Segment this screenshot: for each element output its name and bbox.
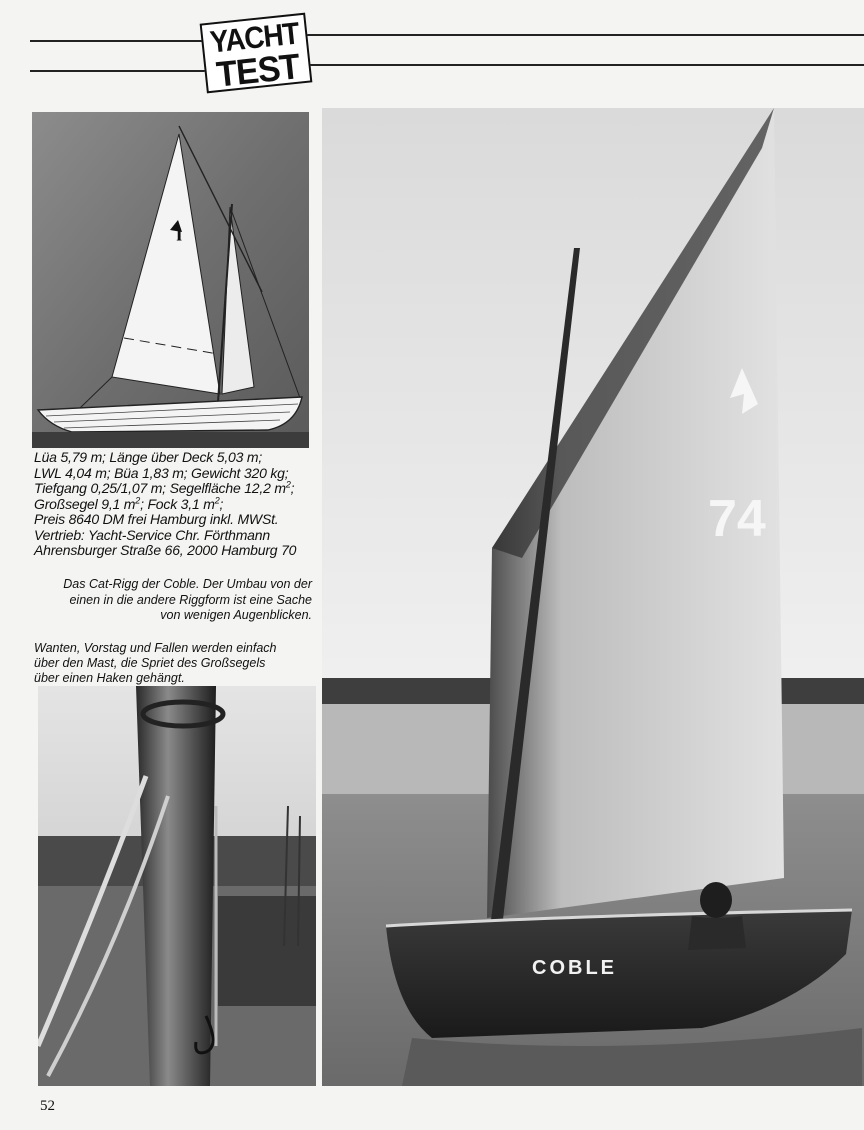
specs-text: Großsegel 9,1 m: [34, 495, 136, 512]
sail-plan-drawing: [32, 112, 309, 448]
main-photo-svg: [322, 108, 864, 1086]
specs-line: [34, 494, 324, 513]
specs-line: Lüa 5,79 m; Länge über Deck 5,03 m;: [34, 449, 263, 465]
yacht-test-logo: [200, 13, 313, 94]
moored-boats: [218, 896, 316, 1006]
header-rule-bottom-right: [305, 64, 864, 66]
caption-mast-detail: [34, 641, 324, 686]
specs-superscript: 2: [135, 494, 141, 505]
caption-line: über einen Haken gehängt.: [34, 671, 185, 685]
specs-line: Vertrieb: Yacht-Service Chr. Förthmann: [34, 526, 270, 543]
header-rule-bottom-left: [30, 70, 210, 72]
hull-name: COBLE: [532, 957, 617, 979]
sail-plan-svg: [32, 112, 309, 448]
specs-text: Tiefgang 0,25/1,07 m; Segelfläche 12,2 m: [34, 480, 286, 496]
technical-specs: [34, 450, 324, 559]
mast-detail-photo: [38, 686, 316, 1086]
caption-line: Wanten, Vorstag und Fallen werden einfach: [34, 641, 277, 655]
specs-superscript: 2: [285, 479, 291, 490]
caption-line: einen in die andere Riggform ist eine Sache: [69, 592, 312, 607]
sailor-body: [688, 916, 746, 950]
specs-superscript: 2: [214, 494, 220, 505]
mast-detail-svg: [38, 686, 316, 1086]
logo-line-1: YACHT: [208, 15, 301, 60]
sail-number: 74: [708, 490, 766, 548]
caption-line: über den Mast, die Spriet des Großsegels: [34, 656, 266, 670]
caption-cat-rig: [30, 577, 312, 624]
specs-line: Ahrensburger Straße 66, 2000 Hamburg 70: [34, 542, 297, 558]
specs-line: LWL 4,04 m; Büa 1,83 m; Gewicht 320 kg;: [34, 464, 289, 481]
header-rule-top-right: [305, 34, 864, 36]
drawing-ground: [32, 432, 309, 448]
logo-line-2: TEST: [214, 46, 302, 96]
caption-line: von wenigen Augenblicken.: [160, 608, 312, 622]
specs-text: ;: [219, 495, 224, 512]
specs-line: Preis 8640 DM frei Hamburg inkl. MWSt.: [34, 511, 279, 527]
header-rule-top-left: [30, 40, 210, 42]
caption-line: Das Cat-Rigg der Coble. Der Umbau von der: [63, 577, 312, 591]
specs-text: ;: [290, 480, 295, 496]
sailor-head: [700, 882, 732, 918]
page-number: 52: [40, 1098, 55, 1114]
specs-text: ; Fock 3,1 m: [140, 495, 215, 512]
mast-pole: [136, 686, 216, 1086]
specs-line: [34, 481, 324, 497]
main-boat-photo: [322, 108, 864, 1086]
